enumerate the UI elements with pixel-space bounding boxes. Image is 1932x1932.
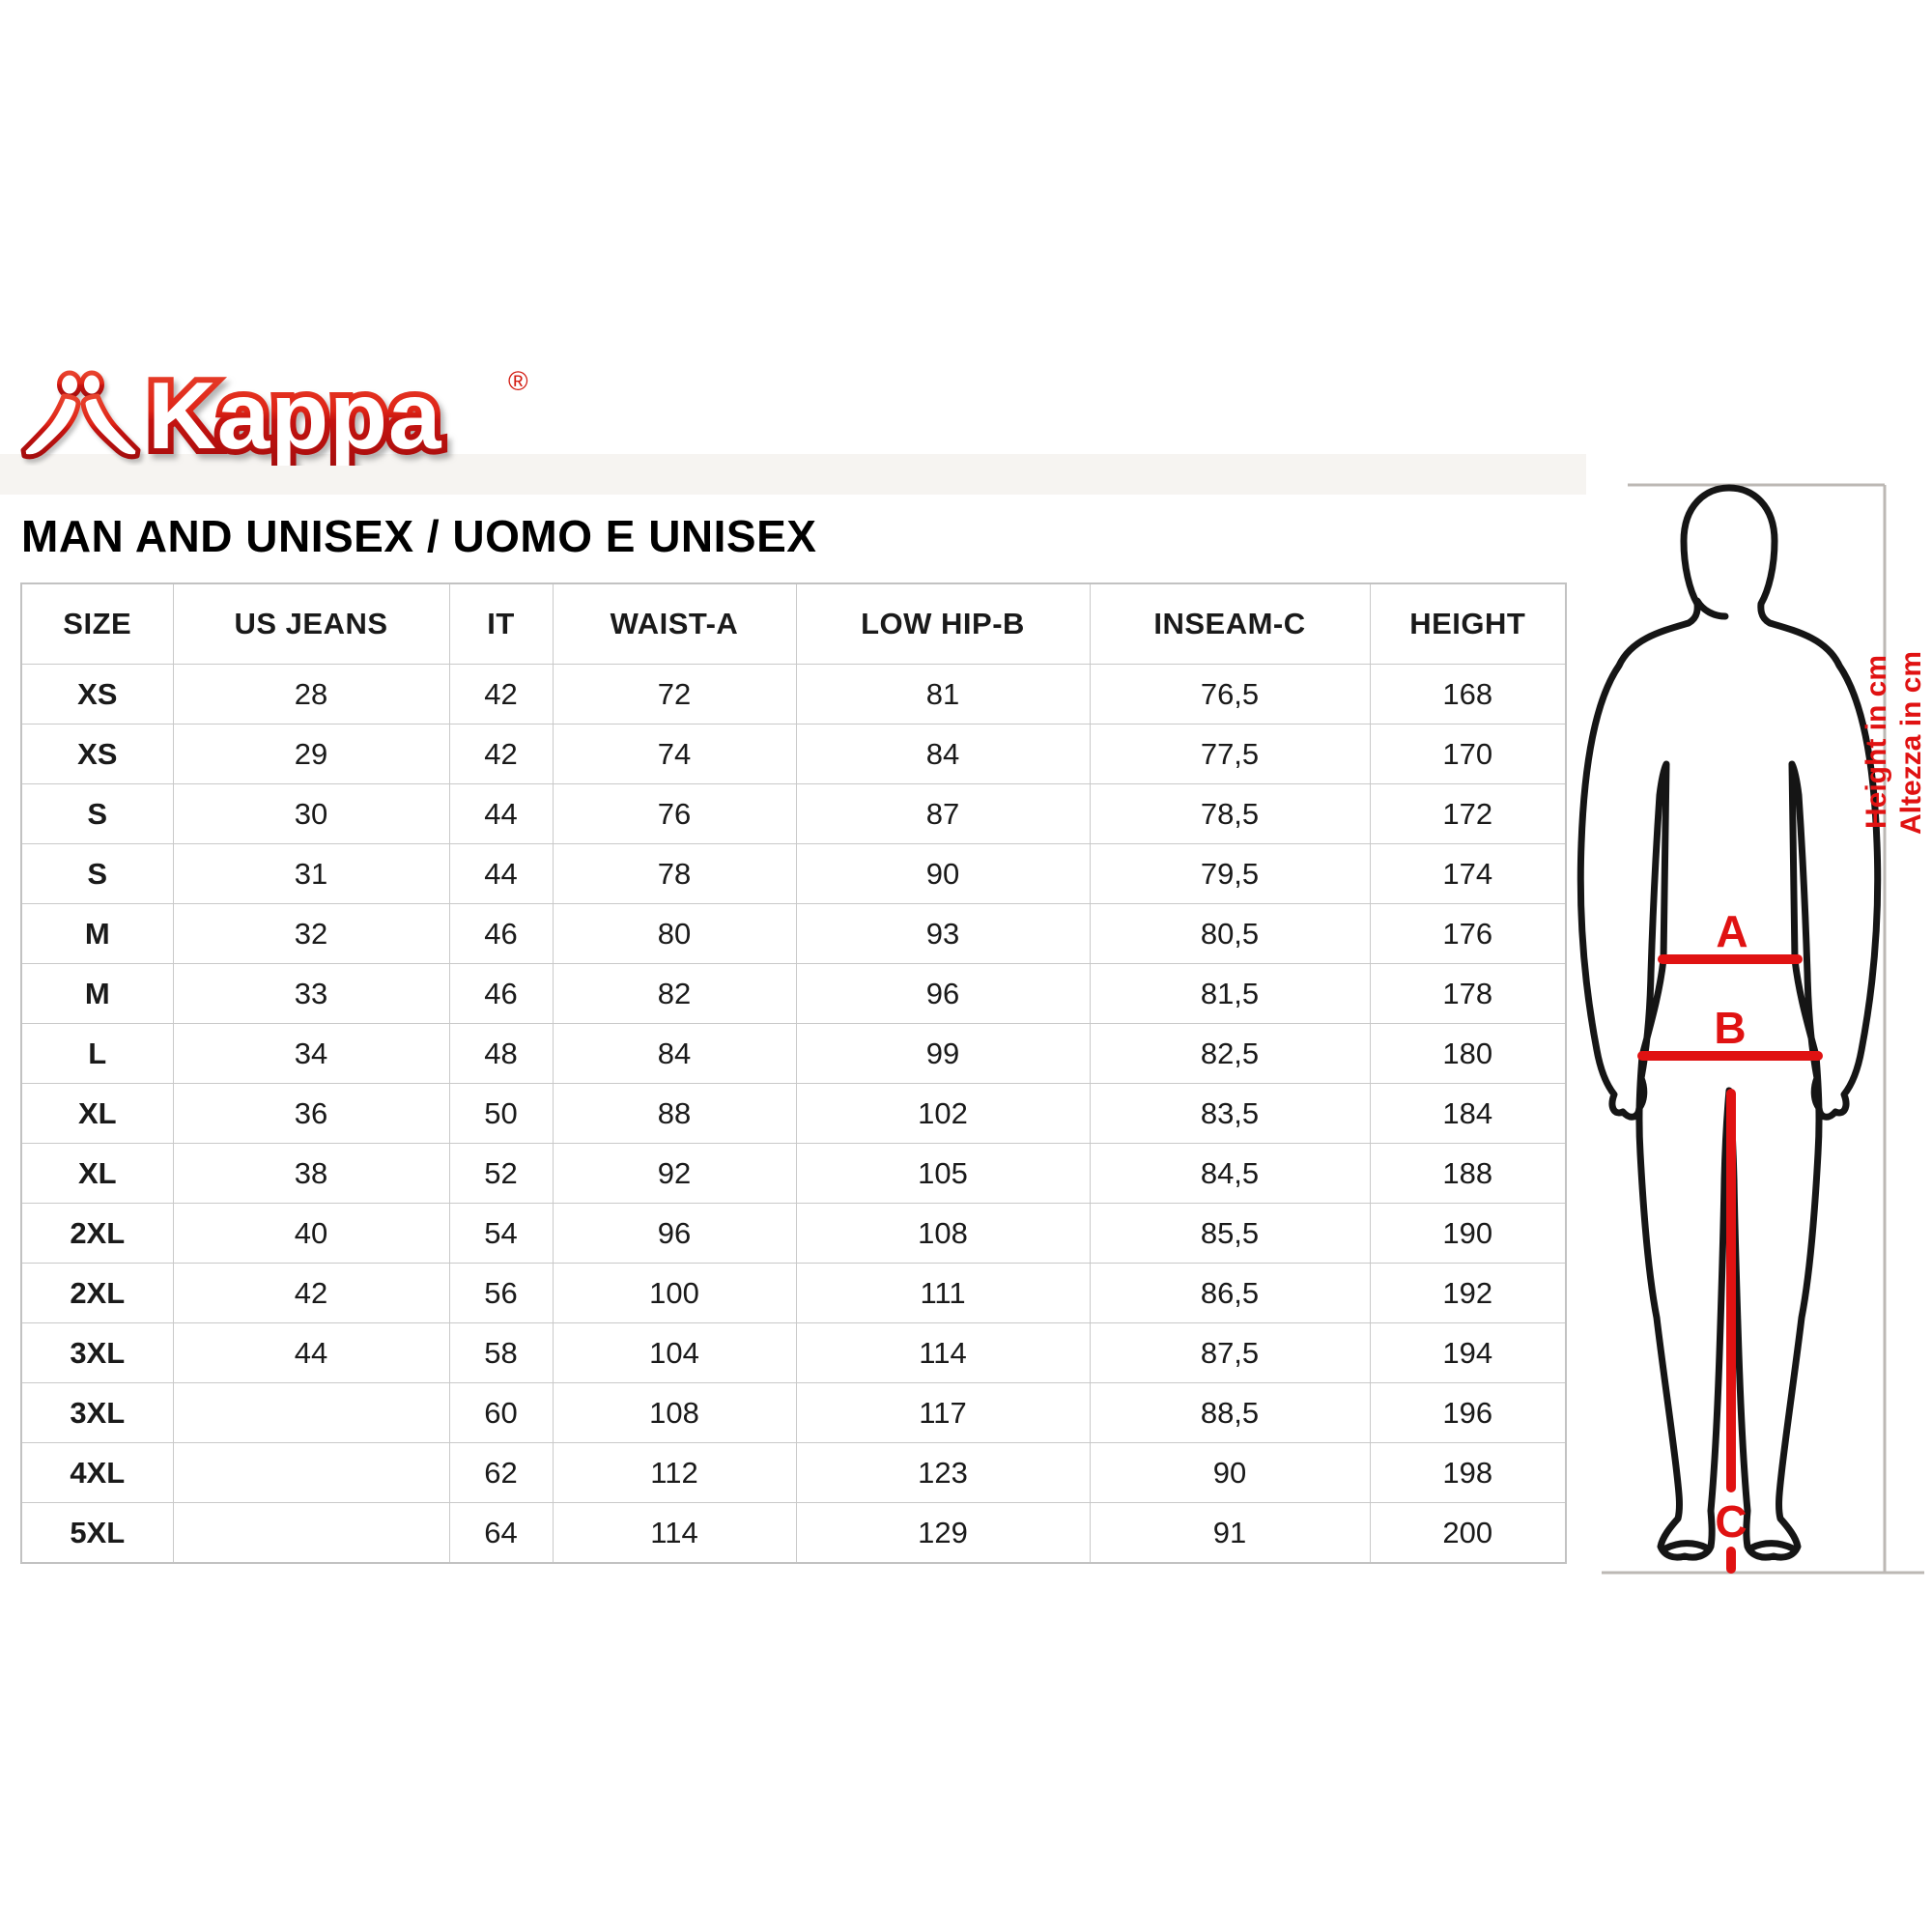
table-cell: 194 xyxy=(1370,1323,1566,1383)
size-cell: 2XL xyxy=(21,1204,173,1264)
table-cell: 192 xyxy=(1370,1264,1566,1323)
table-cell: 78 xyxy=(553,844,796,904)
table-cell: 123 xyxy=(796,1443,1090,1503)
table-cell: 58 xyxy=(449,1323,553,1383)
table-cell: 38 xyxy=(173,1144,449,1204)
table-cell: 174 xyxy=(1370,844,1566,904)
table-cell: 102 xyxy=(796,1084,1090,1144)
omini-icon xyxy=(23,373,138,457)
table-cell: 77,5 xyxy=(1090,724,1370,784)
table-cell: 42 xyxy=(449,665,553,724)
table-row xyxy=(21,1204,1566,1264)
table-cell: 111 xyxy=(796,1264,1090,1323)
table-cell: 46 xyxy=(449,904,553,964)
column-header-us-jeans: US JEANS xyxy=(173,583,449,665)
table-cell: 114 xyxy=(796,1323,1090,1383)
table-cell: 76,5 xyxy=(1090,665,1370,724)
table-row xyxy=(21,784,1566,844)
table-row xyxy=(21,1144,1566,1204)
table-cell: 81 xyxy=(796,665,1090,724)
table-cell: 108 xyxy=(553,1383,796,1443)
table-cell: 83,5 xyxy=(1090,1084,1370,1144)
table-row xyxy=(21,1383,1566,1443)
table-cell: 190 xyxy=(1370,1204,1566,1264)
table-cell: 34 xyxy=(173,1024,449,1084)
table-cell: 184 xyxy=(1370,1084,1566,1144)
table-cell: 52 xyxy=(449,1144,553,1204)
table-cell: 82 xyxy=(553,964,796,1024)
size-cell: M xyxy=(21,904,173,964)
page-title: MAN AND UNISEX / UOMO E UNISEX xyxy=(21,511,817,561)
table-cell: 170 xyxy=(1370,724,1566,784)
column-header-waist-a: WAIST-A xyxy=(553,583,796,665)
height-caption-en: Height in cm xyxy=(1861,654,1892,829)
table-row xyxy=(21,964,1566,1024)
label-b: B xyxy=(1714,1003,1747,1053)
size-cell: 5XL xyxy=(21,1503,173,1564)
table-cell: 81,5 xyxy=(1090,964,1370,1024)
table-cell: 91 xyxy=(1090,1503,1370,1564)
table-cell: 172 xyxy=(1370,784,1566,844)
size-cell: 3XL xyxy=(21,1383,173,1443)
table-cell: 44 xyxy=(449,844,553,904)
column-header-size: SIZE xyxy=(21,583,173,665)
table-cell: 99 xyxy=(796,1024,1090,1084)
table-cell: 93 xyxy=(796,904,1090,964)
table-cell: 48 xyxy=(449,1024,553,1084)
table-cell: 117 xyxy=(796,1383,1090,1443)
table-cell: 72 xyxy=(553,665,796,724)
table-cell: 100 xyxy=(553,1264,796,1323)
table-cell: 46 xyxy=(449,964,553,1024)
table-row xyxy=(21,1264,1566,1323)
table-cell: 88 xyxy=(553,1084,796,1144)
table-cell: 86,5 xyxy=(1090,1264,1370,1323)
table-cell: 90 xyxy=(796,844,1090,904)
table-cell: 54 xyxy=(449,1204,553,1264)
table-cell: 198 xyxy=(1370,1443,1566,1503)
table-cell: 62 xyxy=(449,1443,553,1503)
table-cell: 78,5 xyxy=(1090,784,1370,844)
column-header-inseam-c: INSEAM-C xyxy=(1090,583,1370,665)
height-caption-it: Altezza in cm xyxy=(1895,650,1927,835)
table-cell: 88,5 xyxy=(1090,1383,1370,1443)
table-cell: 56 xyxy=(449,1264,553,1323)
table-row xyxy=(21,665,1566,724)
table-cell: 87 xyxy=(796,784,1090,844)
table-cell: 176 xyxy=(1370,904,1566,964)
table-cell: 84 xyxy=(796,724,1090,784)
table-cell: 96 xyxy=(796,964,1090,1024)
label-a: A xyxy=(1716,906,1748,956)
table-cell: 80,5 xyxy=(1090,904,1370,964)
table-row xyxy=(21,724,1566,784)
size-cell: S xyxy=(21,844,173,904)
table-row xyxy=(21,1084,1566,1144)
table-cell: 64 xyxy=(449,1503,553,1564)
table-cell: 40 xyxy=(173,1204,449,1264)
table-cell: 90 xyxy=(1090,1443,1370,1503)
table-cell: 79,5 xyxy=(1090,844,1370,904)
table-cell: 92 xyxy=(553,1144,796,1204)
table-cell: 129 xyxy=(796,1503,1090,1564)
size-cell: 2XL xyxy=(21,1264,173,1323)
table-cell: 87,5 xyxy=(1090,1323,1370,1383)
table-cell: 114 xyxy=(553,1503,796,1564)
column-header-it: IT xyxy=(449,583,553,665)
column-header-low-hip-b: LOW HIP-B xyxy=(796,583,1090,665)
table-row xyxy=(21,1503,1566,1564)
table-cell: 30 xyxy=(173,784,449,844)
table-header-row xyxy=(21,583,1566,665)
size-cell: XS xyxy=(21,665,173,724)
size-cell: XL xyxy=(21,1084,173,1144)
table-cell: 32 xyxy=(173,904,449,964)
label-c: C xyxy=(1715,1496,1747,1547)
table-cell: 85,5 xyxy=(1090,1204,1370,1264)
table-cell: 96 xyxy=(553,1204,796,1264)
table-cell: 84,5 xyxy=(1090,1144,1370,1204)
table-cell: 80 xyxy=(553,904,796,964)
size-cell: XS xyxy=(21,724,173,784)
measurement-figure xyxy=(1546,444,1932,1594)
size-cell: M xyxy=(21,964,173,1024)
table-cell: 82,5 xyxy=(1090,1024,1370,1084)
table-cell: 112 xyxy=(553,1443,796,1503)
size-table xyxy=(20,582,1567,1564)
registered-mark: ® xyxy=(508,366,528,396)
table-cell xyxy=(173,1503,449,1564)
table-cell: 42 xyxy=(173,1264,449,1323)
table-cell: 29 xyxy=(173,724,449,784)
size-cell: XL xyxy=(21,1144,173,1204)
table-cell: 36 xyxy=(173,1084,449,1144)
table-cell xyxy=(173,1383,449,1443)
table-row xyxy=(21,904,1566,964)
table-cell: 168 xyxy=(1370,665,1566,724)
size-cell: L xyxy=(21,1024,173,1084)
size-cell: S xyxy=(21,784,173,844)
table-cell: 60 xyxy=(449,1383,553,1443)
table-cell: 105 xyxy=(796,1144,1090,1204)
table-cell: 44 xyxy=(173,1323,449,1383)
table-cell: 44 xyxy=(449,784,553,844)
table-cell: 196 xyxy=(1370,1383,1566,1443)
table-cell: 33 xyxy=(173,964,449,1024)
size-cell: 4XL xyxy=(21,1443,173,1503)
table-row xyxy=(21,1024,1566,1084)
size-table-container xyxy=(20,582,1565,1564)
table-row xyxy=(21,1323,1566,1383)
table-cell: 76 xyxy=(553,784,796,844)
kappa-wordmark: Kappa xyxy=(148,363,442,466)
table-row xyxy=(21,844,1566,904)
column-header-height: HEIGHT xyxy=(1370,583,1566,665)
kappa-logo xyxy=(19,363,541,466)
table-cell: 108 xyxy=(796,1204,1090,1264)
table-cell: 31 xyxy=(173,844,449,904)
table-cell: 84 xyxy=(553,1024,796,1084)
table-cell: 188 xyxy=(1370,1144,1566,1204)
table-cell: 178 xyxy=(1370,964,1566,1024)
table-cell: 200 xyxy=(1370,1503,1566,1564)
table-cell xyxy=(173,1443,449,1503)
table-cell: 28 xyxy=(173,665,449,724)
table-cell: 42 xyxy=(449,724,553,784)
table-row xyxy=(21,1443,1566,1503)
table-cell: 180 xyxy=(1370,1024,1566,1084)
table-cell: 50 xyxy=(449,1084,553,1144)
table-cell: 104 xyxy=(553,1323,796,1383)
table-cell: 74 xyxy=(553,724,796,784)
size-cell: 3XL xyxy=(21,1323,173,1383)
